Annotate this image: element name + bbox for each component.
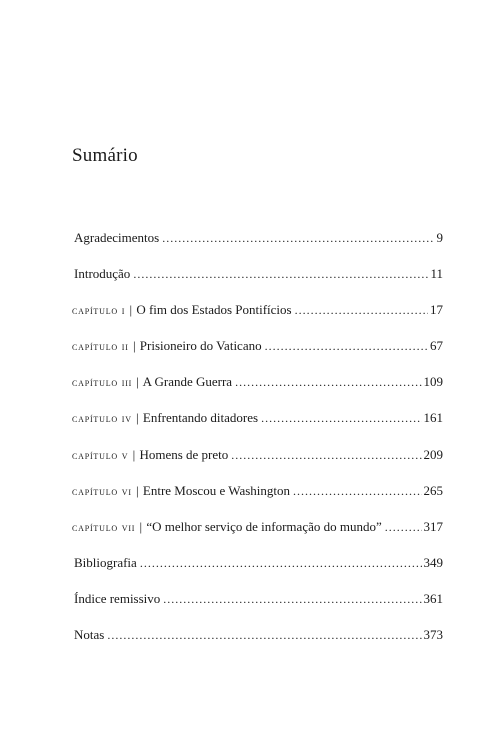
toc-separator: | [136,482,139,498]
toc-page-number: 109 [423,374,443,390]
toc-chapter-prefix: capítulo ii [72,339,129,354]
toc-chapter-prefix: capítulo vi [72,483,132,498]
toc-entry-title: “O melhor serviço de informação do mundo” [146,518,382,534]
toc-entry [72,553,443,589]
toc-entry-title: Índice remissivo [74,590,161,606]
toc-entry-label [72,517,382,537]
toc-entry-title: Prisioneiro do Vaticano [139,338,262,354]
toc-page-number: 161 [423,410,443,426]
dot-leader [162,228,434,248]
toc-separator: | [136,374,140,390]
toc-entry-label [72,336,262,356]
toc-entry-label [72,264,130,284]
toc-separator: | [132,338,136,354]
toc-page-number: 9 [436,230,443,245]
dot-leader [133,264,428,284]
toc-chapter-prefix: capítulo vii [72,519,136,534]
toc-page-number: 265 [423,482,443,498]
dot-leader [107,625,421,645]
toc-entry [72,336,443,372]
toc-page-number: 67 [430,338,443,354]
toc-separator: | [132,446,136,462]
toc-chapter-prefix: capítulo iii [72,375,133,390]
toc-entry-title: Notas [74,627,105,643]
toc-separator: | [129,302,133,318]
dot-leader [261,408,421,428]
dot-leader [231,445,421,465]
toc-page-number: 373 [423,627,443,643]
toc-entry [72,408,443,444]
toc-entry-title: O fim dos Estados Pontifícios [136,302,292,318]
toc-page-number: 17 [430,302,443,318]
toc-entry [72,445,443,481]
toc-entry-label [72,408,258,428]
table-of-contents [72,228,443,661]
toc-page-number: 349 [423,554,443,570]
toc-entry-title: Entre Moscou e Washington [142,482,291,498]
page-title: Sumário [72,145,138,166]
toc-entry-label [72,481,290,501]
toc-entry [72,300,443,336]
toc-entry-label [72,625,104,645]
toc-entry [72,625,443,661]
dot-leader [265,336,428,356]
toc-entry [72,589,443,625]
toc-entry-label [72,553,137,573]
toc-entry-title: Agradecimentos [74,230,160,245]
toc-entry [72,517,443,553]
dot-leader [293,481,421,501]
toc-chapter-prefix: capítulo iv [72,411,132,426]
toc-entry [72,481,443,517]
toc-separator: | [139,518,143,534]
toc-entry-label [72,372,232,392]
toc-page-number: 209 [423,446,443,462]
dot-leader [163,589,421,609]
toc-page-number: 11 [430,266,443,282]
dot-leader [385,517,422,537]
toc-entry-title: Bibliografia [74,554,137,570]
toc-entry-title: A Grande Guerra [142,374,233,390]
dot-leader [295,300,428,320]
toc-entry-title: Introdução [74,266,131,282]
toc-chapter-prefix: capítulo v [72,447,129,462]
toc-entry-label [72,589,160,609]
toc-entry [72,264,443,300]
toc-separator: | [136,410,139,426]
toc-page-number: 361 [423,590,443,606]
toc-entry-title: Enfrentando ditadores [142,410,259,426]
toc-chapter-prefix: capítulo i [72,303,126,318]
toc-entry-label [72,300,292,320]
dot-leader [235,372,421,392]
toc-entry-label [72,445,228,465]
toc-entry [72,228,443,264]
toc-page-number: 317 [423,518,443,534]
toc-entry [72,372,443,408]
toc-entry-label [72,228,159,248]
dot-leader [140,553,422,573]
toc-entry-title: Homens de preto [139,446,229,462]
